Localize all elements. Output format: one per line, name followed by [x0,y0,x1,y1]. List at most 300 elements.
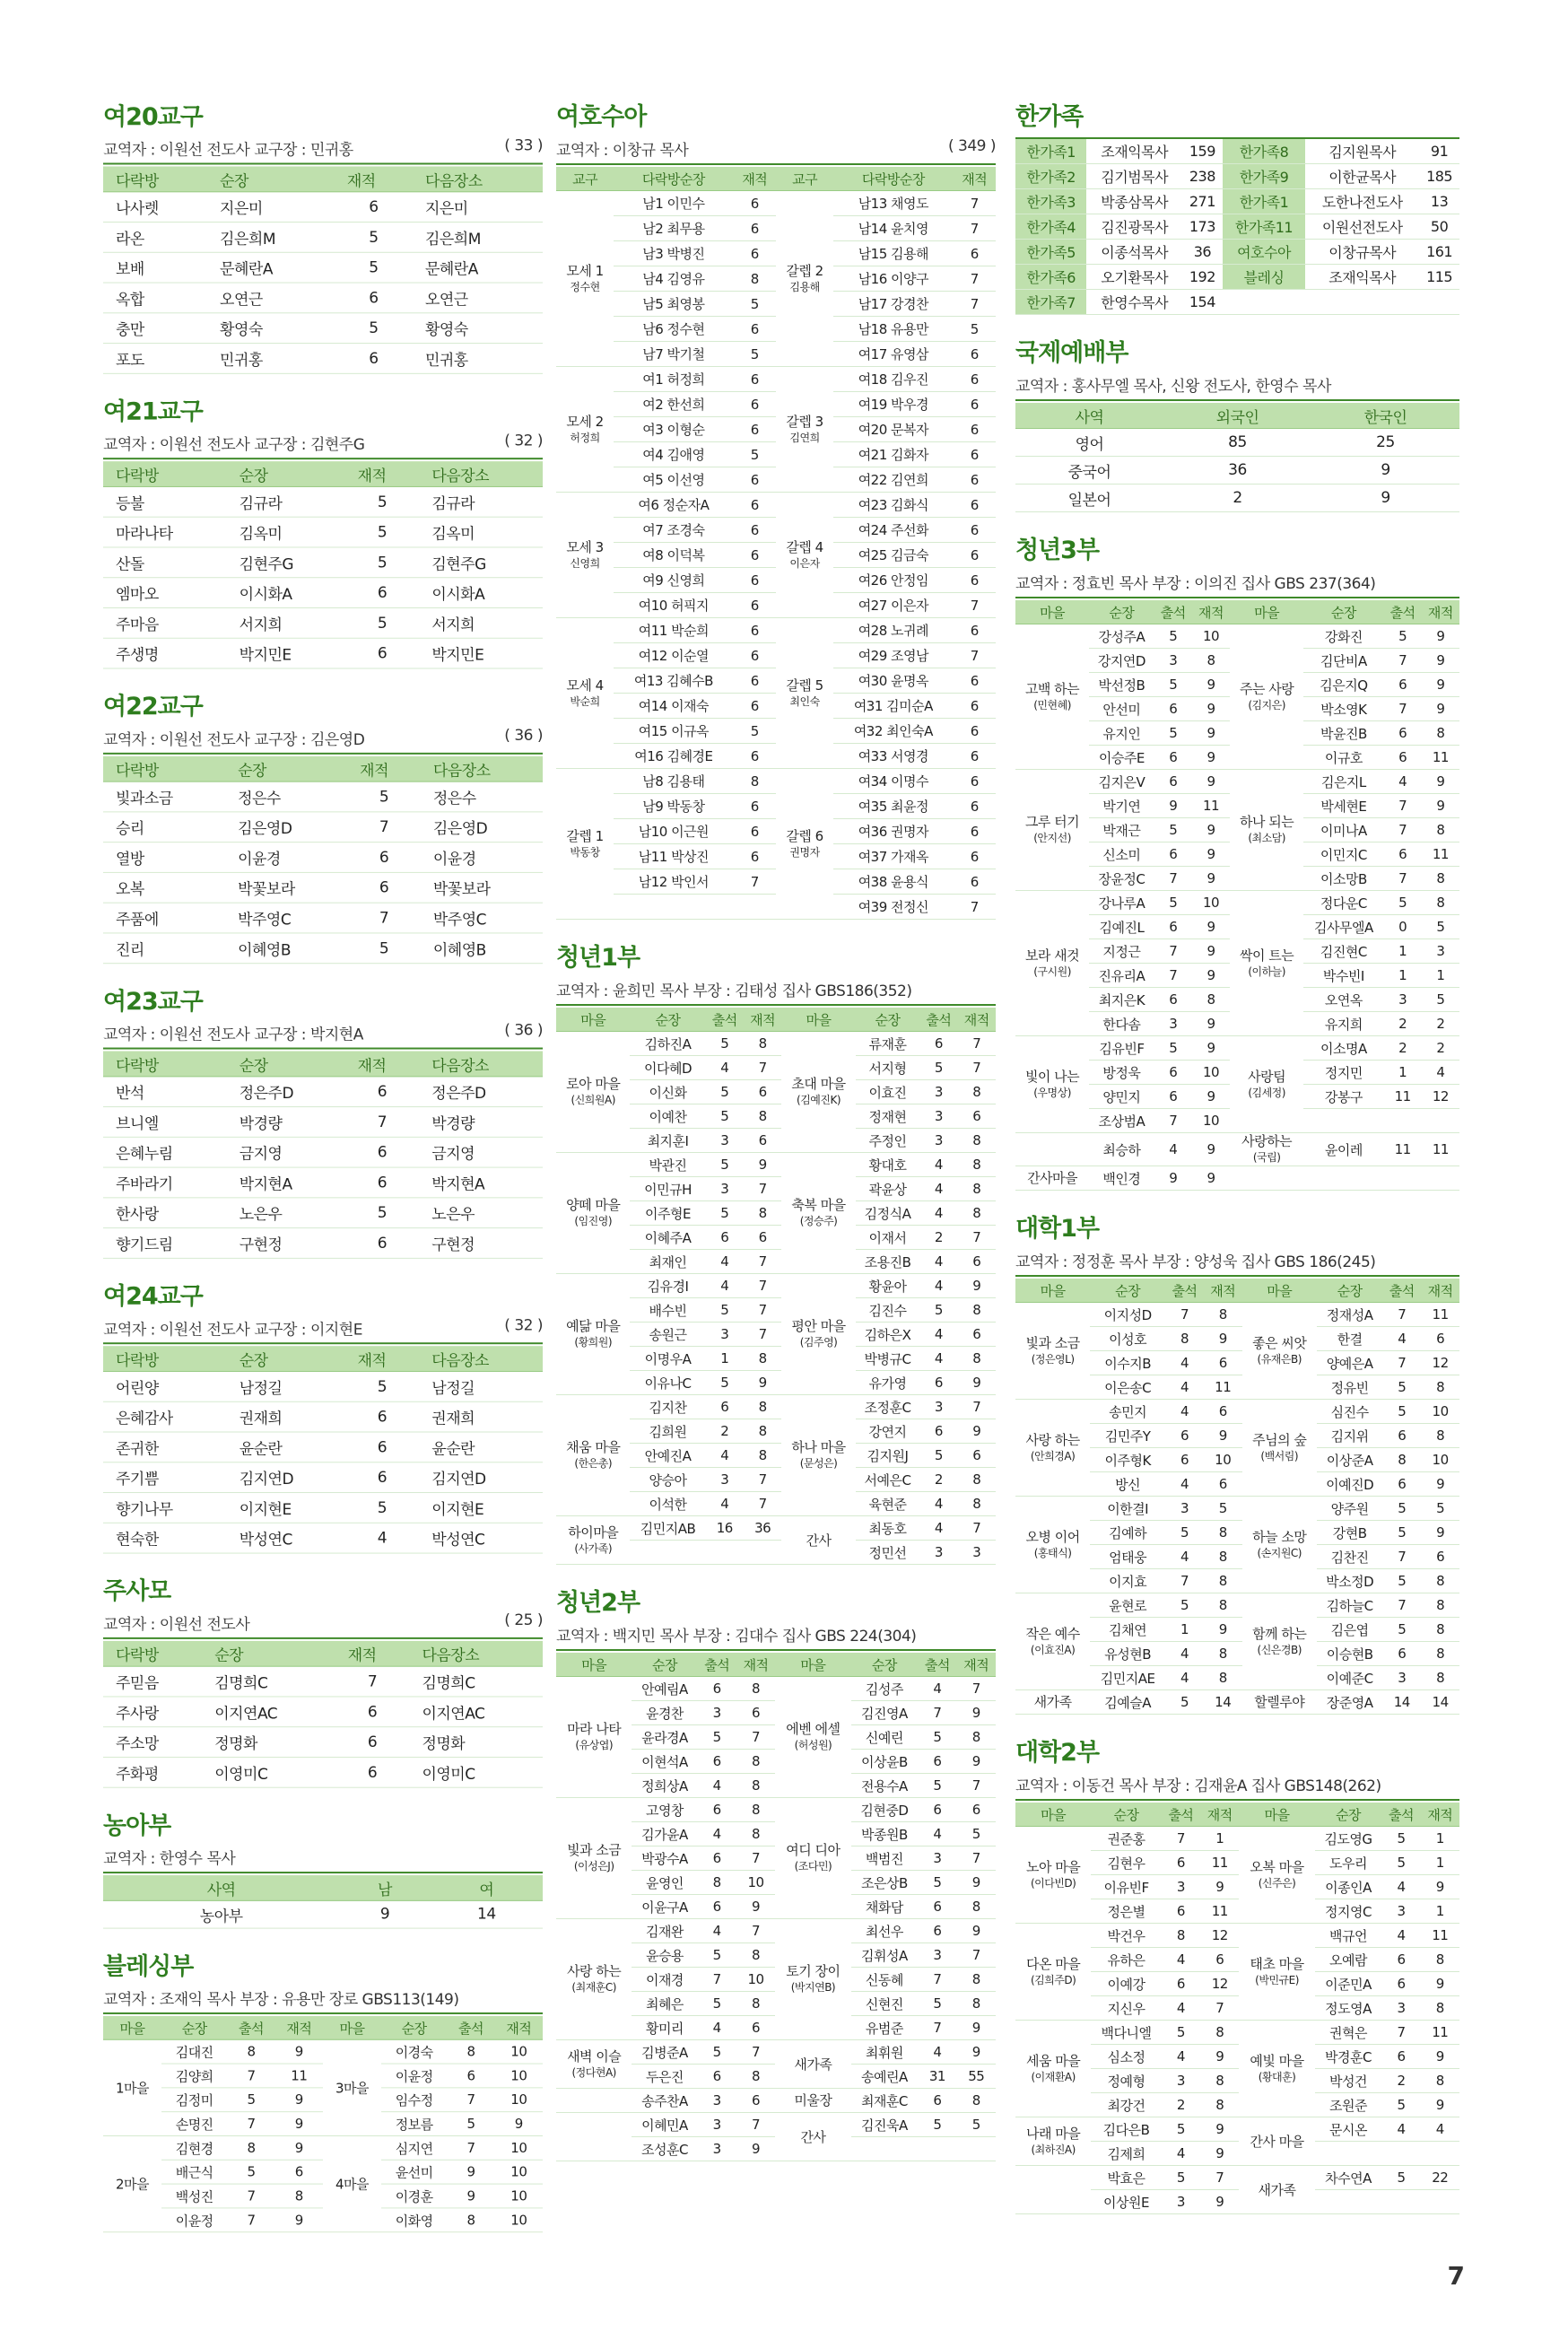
leader-cell: 백범진 [851,1846,919,1871]
enrolled-cell: 6 [734,568,776,593]
column-header: 출석 [227,2016,274,2039]
enrolled-cell: 10 [1192,1109,1230,1133]
enrolled-cell: 6 [734,643,776,668]
attend-cell: 5 [1165,1521,1204,1545]
village-cell [556,1153,630,1274]
attend-cell: 6 [918,1750,956,1774]
attend-cell: 7 [1165,1303,1204,1327]
table-cell: 2 [1163,485,1311,512]
table-cell: 271 [1182,189,1223,214]
table-cell: 13 [1419,189,1459,214]
table-cell: 이시화A [419,578,543,608]
table-cell: 4 [345,1523,420,1553]
column-header: 외국인 [1163,403,1311,429]
enrolled-cell: 6 [734,543,776,568]
group-name: 보라 새것 [1024,947,1080,964]
enrolled-cell: 9 [275,2208,323,2232]
attend-cell: 2 [1384,1012,1422,1036]
leader-cell: 남3 박병진 [614,241,733,266]
member-count: ( 36 ) [504,1021,543,1040]
group-name: 모세 4 [566,677,604,694]
attend-cell: 1 [1165,1618,1204,1642]
column-header: 다락방 [103,166,207,191]
table-cell [1419,290,1459,315]
enrolled-cell: 7 [744,1274,781,1298]
group-leader: (김예진K) [797,1094,841,1106]
header-row [556,1653,996,1677]
leader-cell: 여2 한선희 [614,392,733,417]
leader-cell: 최선우 [851,1919,919,1943]
staff-info: 교역자 : 윤희민 목사 부장 : 김태성 집사 GBS186(352) [556,982,912,1000]
group-leader: 김연희 [789,431,820,444]
leader-cell: 남12 박인서 [614,869,733,895]
enrolled-cell: 9 [1200,2045,1239,2069]
leader-cell: 여7 조경숙 [614,518,733,543]
table-cell: 블레싱 [1223,265,1305,290]
column-header: 순장 [1317,1279,1383,1303]
table-cell: 서지희 [419,607,543,638]
enrolled-cell: 8 [1421,1642,1459,1666]
table-row [556,191,996,216]
attend-cell: 5 [1381,2093,1420,2117]
leader-cell: 김유경I [630,1274,705,1298]
enrolled-cell: 6 [954,467,996,493]
table-cell: 향기드림 [103,1228,227,1259]
group-leader: (홍태식) [1033,1546,1072,1559]
table-cell: 박경량 [227,1107,345,1138]
leader-cell: 한결 [1317,1327,1383,1351]
leader-cell: 백다니엘 [1091,2021,1162,2045]
enrolled-cell: 8 [1192,649,1230,673]
column-header: 마을 [781,1008,855,1032]
column-header: 재적 [1421,1279,1459,1303]
section-subtitle [556,1623,996,1651]
enrolled-cell: 7 [954,266,996,292]
group-name: 새가족 [1258,2181,1296,2198]
village-cell [1230,891,1303,1036]
attend-cell: 8 [1382,1448,1421,1472]
member-count: ( 36 ) [504,727,543,745]
table-cell: 161 [1419,240,1459,265]
header-row [103,756,543,781]
enrolled-cell: 8 [1421,1666,1459,1690]
group-leader: (김세정) [1248,1086,1285,1099]
leader-cell: 최혜은 [632,1992,697,2016]
leader-cell: 오연옥 [1303,988,1383,1012]
enrolled-cell [1421,2190,1459,2214]
table-row [1015,891,1459,915]
attend-cell: 5 [1384,891,1422,915]
column-header: 재적 [335,166,413,191]
enrolled-cell: 9 [958,1371,996,1395]
column-header: 재적 [744,1008,781,1032]
enrolled-cell: 1 [1421,1827,1459,1851]
group-name: 3마을 [335,2079,370,2096]
group-leader: (이재환A) [1031,2070,1076,2083]
column-header: 출석 [1162,1803,1200,1827]
enrolled-cell: 8 [1200,2093,1239,2117]
enrolled-cell: 9 [1192,697,1230,721]
section-subtitle [103,1986,543,2014]
attend-cell: 5 [1381,2166,1420,2190]
enrolled-cell: 6 [734,367,776,392]
table-row [103,1107,543,1138]
attend-cell: 7 [227,2064,274,2088]
leader-cell: 박수빈I [1303,964,1383,988]
leader-cell: 심소정 [1091,2045,1162,2069]
leader-cell: 문시온 [1315,2117,1382,2142]
staff-info: 교역자 : 홍사무엘 목사, 신왕 전도사, 한영수 목사 [1015,378,1331,396]
attend-cell: 5 [1154,891,1192,915]
leader-cell: 김현우 [1091,1851,1162,1875]
village-cell [781,1153,855,1274]
enrolled-cell: 6 [954,618,996,643]
attend-cell: 6 [1154,697,1192,721]
enrolled-cell: 8 [736,2065,775,2089]
table-cell: 한가족11 [1223,214,1305,240]
enrolled-cell: 6 [734,216,776,241]
village-cell [1230,624,1303,770]
table-cell: 농아부 [103,1900,339,1928]
attend-cell: 5 [447,2112,494,2136]
attend-cell: 5 [1154,818,1192,842]
attend-cell: 6 [1154,770,1192,794]
attend-cell: 5 [918,1774,956,1798]
leader-cell: 김도영G [1315,1827,1382,1851]
table-cell [1305,290,1419,315]
attend-cell: 6 [1384,673,1422,697]
enrolled-cell: 9 [957,2040,996,2065]
data-table [1015,1279,1459,1715]
enrolled-cell: 9 [1192,746,1230,770]
leader-cell: 백인경 [1089,1166,1154,1191]
leader-cell: 이명우A [630,1347,705,1371]
table-cell: 지은미 [207,192,335,223]
table-row [1015,1827,1459,1851]
attend-cell: 7 [1382,1545,1421,1569]
leader-cell: 유하은 [1091,1948,1162,1972]
leader-cell: 김예슬A [1090,1690,1165,1715]
table-cell: 이원선전도사 [1305,214,1419,240]
attend-cell: 8 [1162,1924,1200,1948]
leader-cell [630,1541,705,1565]
group-leader: (유상엽) [575,1739,613,1751]
attend-cell: 4 [1154,1133,1192,1166]
attend-cell: 5 [227,2088,274,2112]
table-cell: 정명화 [409,1727,543,1758]
leader-cell: 이상준A [1317,1448,1383,1472]
enrolled-cell: 9 [1204,1618,1242,1642]
enrolled-cell: 6 [734,668,776,694]
attend-cell: 3 [706,1177,744,1201]
table-cell: 5 [345,547,420,578]
enrolled-cell: 6 [734,417,776,442]
enrolled-cell: 10 [1192,1061,1230,1085]
attend-cell: 5 [698,2040,736,2065]
table-row [103,1077,543,1107]
section-subtitle [556,978,996,1006]
leader-cell: 정예형 [1091,2069,1162,2093]
village-cell [1239,1924,1314,2021]
leader-cell: 박재근 [1089,818,1154,842]
group-leader: 정수현 [570,280,600,293]
group-name: 평안 마을 [791,1318,846,1334]
table-row [103,1900,543,1928]
table-row [1015,457,1459,485]
enrolled-cell: 5 [1204,1497,1242,1521]
enrolled-cell: 9 [958,1274,996,1298]
enrolled-cell: 8 [1421,2069,1459,2093]
leader-cell: 여30 윤명옥 [833,668,953,694]
enrolled-cell: 6 [954,744,996,769]
enrolled-cell: 6 [954,819,996,844]
leader-cell: 서예은C [856,1468,919,1492]
attend-cell: 11 [1384,1133,1422,1166]
table-row [103,1697,543,1727]
enrolled-cell: 6 [958,1323,996,1347]
leader-cell: 지정근 [1089,939,1154,964]
table-row [103,517,543,547]
column-header: 마을 [323,2016,381,2039]
column-header: 재적 [1421,1803,1459,1827]
leader-cell: 곽윤상 [856,1177,919,1201]
leader-cell: 심지연 [381,2135,447,2160]
attend-cell: 4 [1382,1327,1421,1351]
leader-cell: 윤현로 [1090,1593,1165,1618]
enrolled-cell: 8 [744,1444,781,1468]
attend-cell: 4 [919,1201,957,1226]
table-row [1015,1400,1459,1424]
attend-cell: 1 [1384,1061,1422,1085]
table-cell: 한가족6 [1015,265,1086,290]
attend-cell: 7 [1381,2021,1420,2045]
enrolled-cell: 8 [1200,2021,1239,2045]
leader-cell: 김단비A [1303,649,1383,673]
column-header: 다락방순장 [833,167,953,191]
table-cell: 14 [431,1900,543,1928]
header-row [1015,1279,1459,1303]
enrolled-cell: 6 [954,694,996,719]
enrolled-cell: 12 [1200,1924,1239,1948]
attend-cell: 6 [1381,1972,1420,1996]
table-cell: 주생명 [103,638,227,668]
leader-cell: 남7 박기철 [614,342,733,367]
section-title: 여22교구 [103,693,203,721]
attend-cell: 3 [1384,988,1422,1012]
leader-cell: 강지연D [1089,649,1154,673]
leader-cell: 이성호 [1090,1327,1165,1351]
attend-cell: 5 [1382,1569,1421,1593]
leader-cell: 남4 김영유 [614,266,733,292]
attend-cell: 5 [1162,2021,1200,2045]
attend-cell: 6 [919,1419,957,1444]
enrolled-cell: 6 [954,719,996,744]
table-cell: 진리 [103,933,225,964]
enrolled-cell: 8 [958,1468,996,1492]
table-cell: 7 [345,1107,420,1138]
group-name: 1마을 [116,2079,150,2096]
attend-cell: 5 [706,1032,744,1056]
leader-cell: 김하은X [856,1323,919,1347]
attend-cell: 2 [706,1419,744,1444]
table-row [103,1198,543,1228]
leader-cell: 이유빈F [1091,1875,1162,1899]
attend-cell: 3 [918,1943,956,1968]
section-univ1 [1015,1209,1459,1715]
group-leader: (민현혜) [1033,698,1071,712]
table-cell: 5 [335,313,413,344]
attend-cell: 5 [1384,624,1422,649]
village-cell [1015,891,1089,1036]
leader-cell: 신소미 [1089,842,1154,867]
leader-cell: 임수정 [381,2088,447,2112]
village-cell [781,1516,855,1565]
enrolled-cell: 8 [1204,1569,1242,1593]
leader-cell: 정은별 [1091,1899,1162,1924]
leader-cell: 방신 [1090,1472,1165,1497]
enrolled-cell: 12 [1422,1085,1459,1109]
attend-cell: 6 [918,2089,956,2113]
group-leader: (한은총) [574,1457,613,1470]
header-row [1015,1803,1459,1827]
enrolled-cell: 14 [1421,1690,1459,1715]
leader-cell: 윤이레 [1303,1133,1383,1166]
column-header: 다음장소 [409,1641,543,1666]
table-cell: 159 [1182,138,1223,164]
leader-cell: 남6 정수현 [614,317,733,342]
attend-cell: 7 [1154,964,1192,988]
staff-info: 교역자 : 한영수 목사 [103,1850,236,1869]
enrolled-cell: 9 [1422,673,1459,697]
table-cell: 김기범목사 [1086,164,1182,189]
enrolled-cell: 6 [1421,1327,1459,1351]
table-cell: 권재희 [419,1401,543,1432]
table-cell: 이혜영B [225,933,347,964]
village-cell [775,1677,850,1798]
attend-cell: 5 [1382,1400,1421,1424]
leader-cell: 김진영A [851,1701,919,1725]
enrolled-cell: 10 [495,2160,543,2184]
column-header: 다음장소 [419,1052,543,1077]
table-cell: 5 [345,607,420,638]
table-row [103,344,543,374]
enrolled-cell: 7 [744,1323,781,1347]
leader-cell: 김휘성A [851,1943,919,1968]
leader-cell [1303,1166,1383,1191]
column-header: 출석 [1382,1279,1421,1303]
leader-cell: 장준영A [1317,1690,1383,1715]
table-row [103,933,543,964]
enrolled-cell: 6 [1204,1472,1242,1497]
table-cell: 문혜란A [413,252,543,283]
leader-cell: 양승아 [630,1468,705,1492]
group-leader: (신은경B) [1257,1643,1302,1656]
enrolled-cell: 7 [957,1846,996,1871]
village-cell [1015,1690,1090,1715]
enrolled-cell: 5 [734,719,776,744]
table-row [1015,1497,1459,1521]
table-cell: 9 [1311,457,1459,485]
enrolled-cell: 6 [734,744,776,769]
attend-cell: 4 [1381,1875,1420,1899]
enrolled-cell: 8 [1422,818,1459,842]
section-d23 [103,982,543,1259]
table-row [103,812,543,842]
enrolled-cell: 6 [734,844,776,869]
group-leader: (최소담) [1248,832,1285,844]
column-header: 마을 [1015,600,1089,624]
table-cell: 윤순란 [227,1432,345,1462]
data-table [103,2016,543,2232]
table-cell: 김은영D [225,812,347,842]
enrolled-cell: 3 [1422,939,1459,964]
attend-cell: 4 [1162,2045,1200,2069]
table-row [103,1462,543,1493]
enrolled-cell: 36 [744,1516,781,1541]
table-cell: 정은수 [421,781,543,812]
column-header: 다락방 [103,1641,202,1666]
table-cell: 이지현E [419,1493,543,1523]
leader-cell: 윤승용 [632,1943,697,1968]
village-cell [1015,1303,1090,1400]
table-cell: 박지민E [419,638,543,668]
enrolled-cell: 9 [1192,1166,1230,1191]
table-row [103,283,543,313]
enrolled-cell: 8 [1421,1996,1459,2021]
attend-cell: 5 [1162,2166,1200,2190]
table-cell: 김은희M [207,223,335,253]
leader-cell [851,2137,919,2161]
enrolled-cell: 7 [744,1177,781,1201]
enrolled-cell: 9 [1192,770,1230,794]
group-name: 갈렙 1 [566,827,604,844]
attend-cell: 8 [1165,1327,1204,1351]
attend-cell: 7 [447,2135,494,2160]
leader-cell: 이은송C [1090,1375,1165,1400]
table-row [556,2113,996,2137]
column-header: 순장 [1303,600,1383,624]
column-header: 순장 [851,1653,919,1677]
attend-cell: 3 [1162,2069,1200,2093]
leader-cell: 서지형 [856,1056,919,1080]
enrolled-cell: 11 [1421,2021,1459,2045]
leader-cell: 한다솜 [1089,1012,1154,1036]
table-cell: 185 [1419,164,1459,189]
enrolled-cell: 6 [954,543,996,568]
attend-cell: 6 [1162,1851,1200,1875]
leader-cell: 유범준 [851,2016,919,2040]
table-cell: 금지영 [227,1137,345,1167]
attend-cell: 9 [447,2184,494,2208]
leader-cell: 장윤정C [1089,867,1154,891]
enrolled-cell: 14 [1204,1690,1242,1715]
enrolled-cell: 7 [736,1846,775,1871]
hangajok-table [1015,137,1459,315]
leader-cell: 김제희 [1091,2142,1162,2166]
leader-cell: 남5 최영봉 [614,292,733,317]
column-header: 순장 [1315,1803,1382,1827]
table-cell: 문혜란A [207,252,335,283]
section-subtitle [1015,571,1459,598]
group-leader: (김희주D) [1030,1973,1076,1986]
column-header: 출석 [1165,1279,1204,1303]
table-row [1015,290,1459,315]
table-cell: 한가족1 [1223,189,1305,214]
attend-cell: 7 [1384,794,1422,818]
leader-cell: 김사무엘A [1303,915,1383,939]
table-row [1015,240,1459,265]
group-leader: (박민규E) [1255,1973,1299,1986]
